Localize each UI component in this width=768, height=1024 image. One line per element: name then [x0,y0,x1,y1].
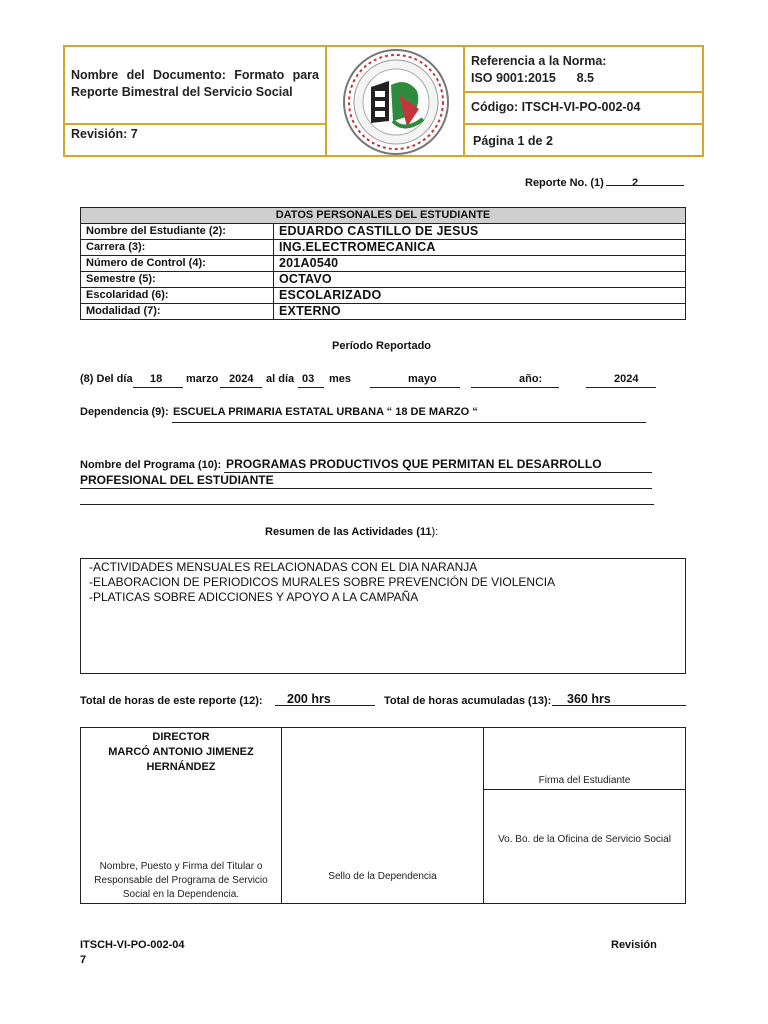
signature-block [80,727,686,904]
revision-cell [65,125,327,157]
resumen-label-paren: ): [431,526,439,538]
resumen-label [265,526,438,538]
dependencia-label: Dependencia (9): [80,406,169,418]
doc-name-cell [65,47,327,125]
row-label: Modalidad (7): [81,304,274,320]
datos-personales-table [80,207,686,320]
table-row [81,224,686,240]
footer-revision-num: 7 [80,954,87,966]
horas-acum-underline [552,705,686,706]
table-row [81,288,686,304]
resumen-item: -ELABORACION DE PERIODICOS MURALES SOBRE PREVENCIÓN DE VIOLENCIA [89,575,556,589]
anio1-value: 2024 [229,373,254,385]
row-value: EXTERNO [274,304,686,320]
reporte-underline [606,185,684,186]
horas-acum-value: 360 hrs [567,692,611,706]
dia2-value: 03 [302,373,315,385]
table-row [81,256,686,272]
table-row [81,240,686,256]
resumen-item: -PLATICAS SOBRE ADICCIONES Y APOYO A LA CAMPAÑA [89,590,419,604]
header-revision: Revisión: 7 [71,127,138,141]
titular-caption: Nombre, Puesto y Firma del Titular o Responsable del Programa de Servicio Social en la Dependencia. [94,861,268,900]
reporte-value: 2 [632,177,639,189]
programa-label: Nombre del Programa (10): [80,459,222,471]
row-value: EDUARDO CASTILLO DE JESUS [274,224,686,240]
table-row [81,272,686,288]
document-header [63,45,704,157]
periodo-title: Período Reportado [332,340,432,352]
titular-nombre-1: MARCÓ ANTONIO JIMENEZ [108,746,254,758]
estudiante-cell [484,728,685,790]
sello-caption: Sello de la Dependencia [328,871,437,882]
row-label: Semestre (5): [81,272,274,288]
resumen-item: -ACTIVIDADES MENSUALES RELACIONADAS CON EL DIA NARANJA [89,560,478,574]
anio-label-underline [471,387,559,388]
programa-underline-1 [224,472,652,473]
reporte-label: Reporte No. (1) [525,177,604,189]
titular-nombre-2: HERNÁNDEZ [146,761,216,773]
dependencia-underline [172,422,646,423]
row-value: 201A0540 [274,256,686,272]
horas-acum-label: Total de horas acumuladas (13): [384,695,552,707]
row-value: ING.ELECTROMECANICA [274,240,686,256]
pagina: Página 1 de 2 [473,134,553,148]
horas-reporte-underline [275,705,375,706]
programa-underline-2 [80,488,652,489]
programa-line1: PROGRAMAS PRODUCTIVOS QUE PERMITAN EL DESARROLLO [226,457,602,471]
mes-label: mes [329,373,352,385]
table-row [81,304,686,320]
norma-value: ISO 9001:2015 8.5 [471,71,594,85]
anio2-underline [586,387,656,388]
del-dia-label: (8) Del día [80,373,133,385]
row-label: Nombre del Estudiante (2): [81,224,274,240]
resumen-label-text: Resumen de las Actividades (11 [265,526,432,538]
codigo: Código: ITSCH-VI-PO-002-04 [471,100,641,114]
mes1-value: marzo [186,373,219,385]
mes2-value: mayo [408,373,437,385]
logo-cell [327,47,465,157]
dia1-value: 18 [150,373,163,385]
row-value: OCTAVO [274,272,686,288]
institution-seal-icon [341,47,451,157]
titular-puesto: DIRECTOR [152,731,210,743]
sello-cell [282,728,484,903]
norma-label: Referencia a la Norma: [471,54,607,68]
anio1-underline [220,387,262,388]
datos-title: DATOS PERSONALES DEL ESTUDIANTE [81,208,686,224]
pagina-cell [465,125,704,157]
row-label: Escolaridad (6): [81,288,274,304]
table-header-row [81,208,686,224]
mes2-underline [370,387,460,388]
dependencia-value: ESCUELA PRIMARIA ESTATAL URBANA “ 18 DE MARZO “ [173,406,478,418]
norma-cell [465,47,704,93]
footer-codigo: ITSCH-VI-PO-002-04 [80,939,185,951]
al-dia-label: al día [266,373,295,385]
row-label: Número de Control (4): [81,256,274,272]
oficina-caption: Vo. Bo. de la Oficina de Servicio Social [498,834,671,845]
row-value: ESCOLARIZADO [274,288,686,304]
doc-name: Nombre del Documento: Formato para Reporte Bimestral del Servicio Social [71,68,319,99]
anio2-value: 2024 [614,373,639,385]
oficina-cell [484,789,685,903]
dia1-underline [133,387,183,388]
estudiante-caption: Firma del Estudiante [538,775,631,786]
programa-underline-3 [80,504,654,505]
codigo-cell [465,93,704,125]
dia2-underline [298,387,324,388]
row-label: Carrera (3): [81,240,274,256]
anio-label: año: [519,373,543,385]
resumen-box [80,558,686,674]
titular-cell [81,728,282,903]
footer-revision-label: Revisión [611,939,657,951]
horas-reporte-label: Total de horas de este reporte (12): [80,695,263,707]
horas-reporte-value: 200 hrs [287,692,331,706]
programa-line2: PROFESIONAL DEL ESTUDIANTE [80,473,274,487]
